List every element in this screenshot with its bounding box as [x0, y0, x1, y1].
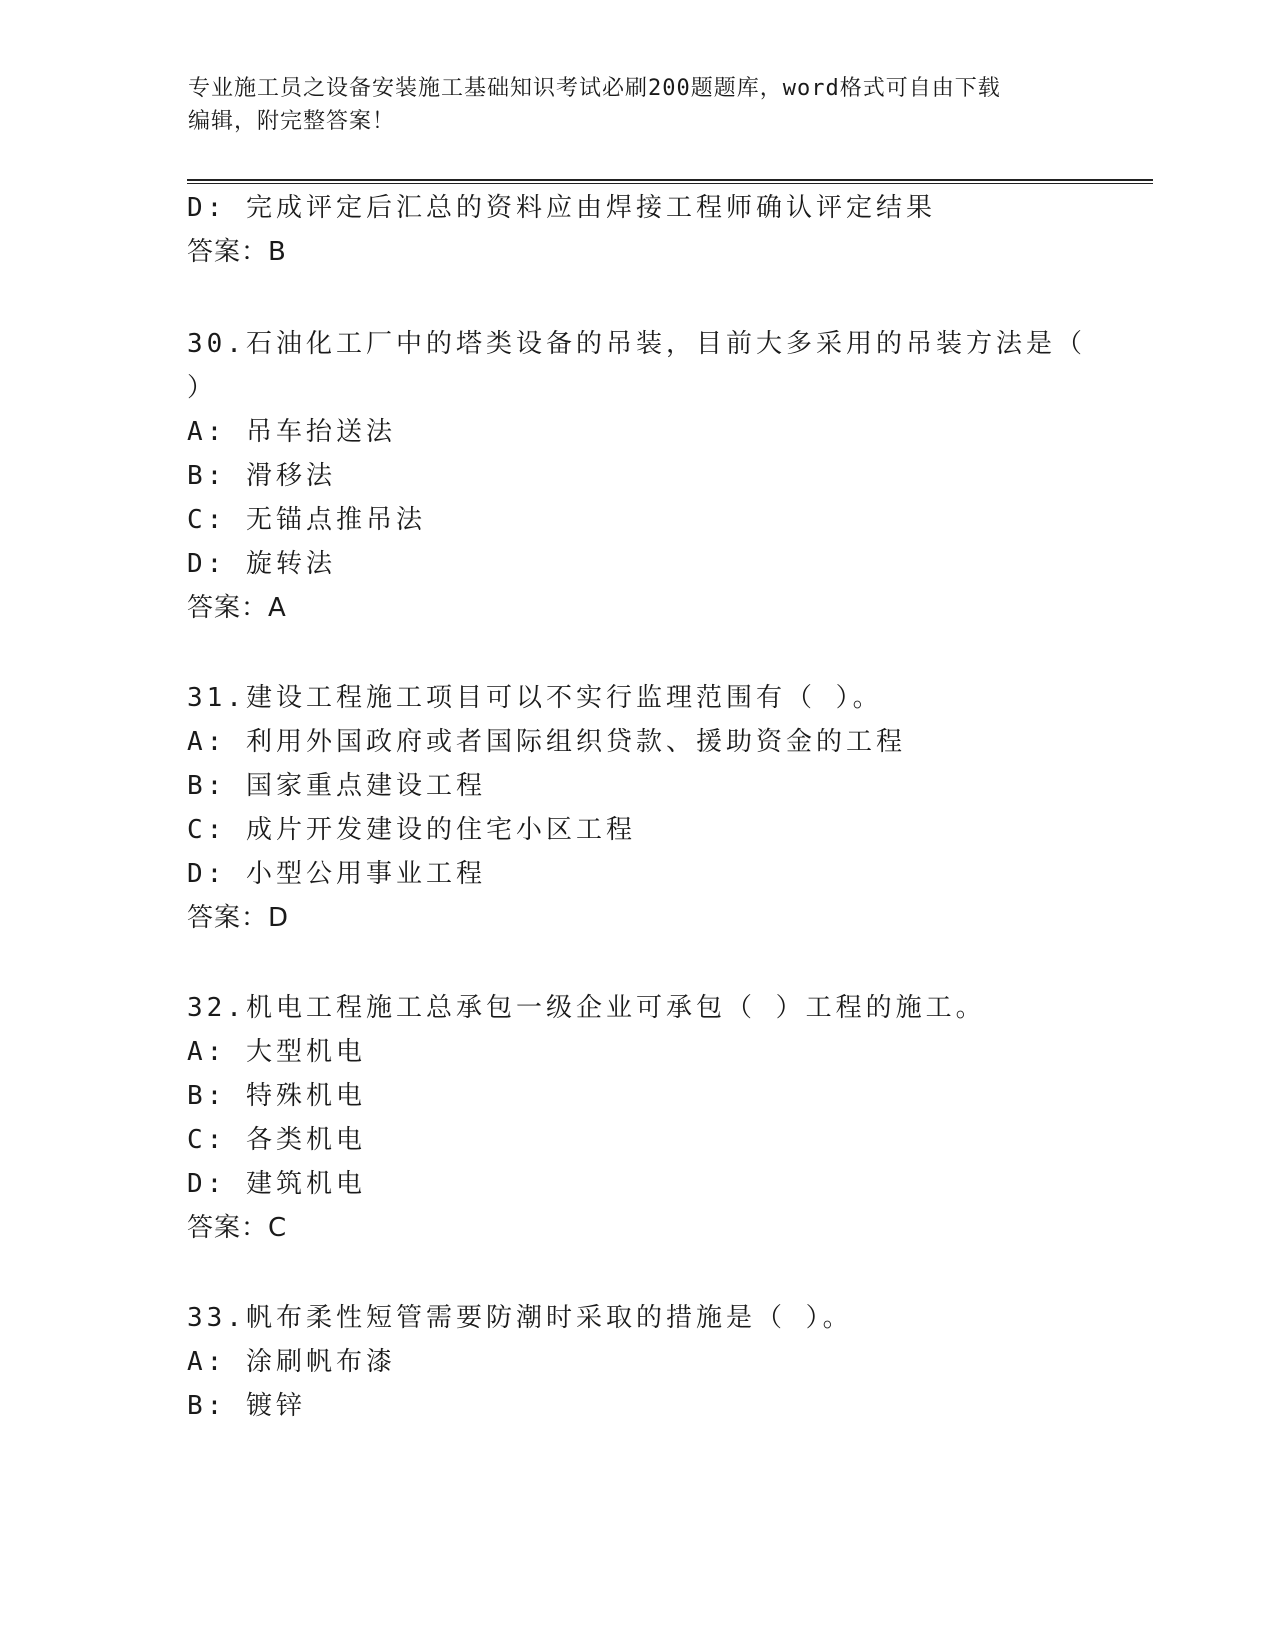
- option-d: D: 完成评定后汇总的资料应由焊接工程师确认评定结果: [187, 193, 936, 223]
- question-stem: 33.帆布柔性短管需要防潮时采取的措施是（ ）。: [187, 1303, 853, 1333]
- answer: 答案：A: [187, 593, 287, 623]
- question-stem-continued: ）: [187, 373, 218, 403]
- option-a: A: 吊车抬送法: [187, 417, 396, 447]
- question-stem: 32.机电工程施工总承包一级企业可承包（ ）工程的施工。: [187, 993, 986, 1023]
- header-divider-thin: [187, 183, 1153, 184]
- option-a: A: 大型机电: [187, 1037, 366, 1067]
- question-stem: 31.建设工程施工项目可以不实行监理范围有（ ）。: [187, 683, 883, 713]
- option-d: D: 小型公用事业工程: [187, 859, 486, 889]
- option-d: D: 建筑机电: [187, 1169, 366, 1199]
- option-c: C: 各类机电: [187, 1125, 366, 1155]
- answer: 答案：B: [187, 237, 287, 267]
- option-b: B: 滑移法: [187, 461, 336, 491]
- header-title-line-2: 编辑，附完整答案！: [188, 109, 396, 134]
- header-divider-thick: [187, 179, 1153, 181]
- answer: 答案：C: [187, 1213, 288, 1243]
- option-c: C: 成片开发建设的住宅小区工程: [187, 815, 636, 845]
- answer: 答案：D: [187, 903, 290, 933]
- option-a: A: 利用外国政府或者国际组织贷款、援助资金的工程: [187, 727, 906, 757]
- option-a: A: 涂刷帆布漆: [187, 1347, 396, 1377]
- option-b: B: 镀锌: [187, 1391, 306, 1421]
- question-stem: 30.石油化工厂中的塔类设备的吊装，目前大多采用的吊装方法是（: [187, 329, 1086, 359]
- option-b: B: 国家重点建设工程: [187, 771, 486, 801]
- document-header: [188, 72, 1068, 138]
- header-title-line-1: 专业施工员之设备安装施工基础知识考试必刷200题题库，word格式可自由下载: [188, 76, 1001, 101]
- option-d: D: 旋转法: [187, 549, 336, 579]
- option-b: B: 特殊机电: [187, 1081, 366, 1111]
- option-c: C: 无锚点推吊法: [187, 505, 426, 535]
